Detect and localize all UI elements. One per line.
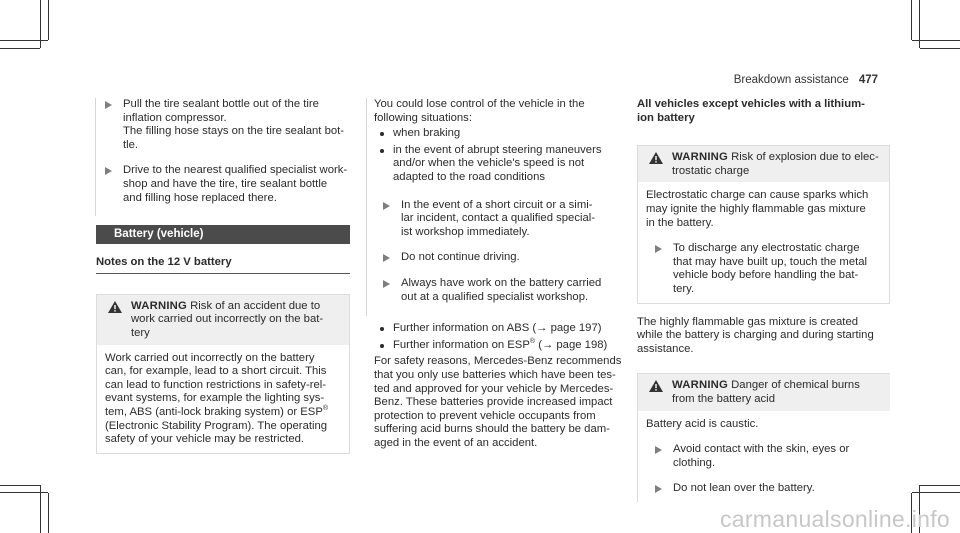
paragraph — [637, 316, 890, 357]
text-line: when braking — [393, 127, 461, 140]
text-line: tery. — [673, 282, 695, 295]
text-line: To discharge any electrostatic charge — [673, 242, 860, 255]
crop-mark — [0, 485, 40, 486]
text-line: tem, ABS (anti-lock braking system) or ESP — [105, 405, 323, 418]
text-line: lar incident, contact a qualified special- — [401, 212, 596, 225]
page-number: 477 — [858, 74, 878, 86]
warning-label: WARNING — [672, 151, 728, 164]
warning-header — [638, 374, 890, 410]
text-line: Benz. These batteries provide increased impact — [374, 396, 613, 409]
warning-box — [637, 373, 890, 502]
step-arrow-icon — [655, 446, 662, 454]
text-line: adapted to the road conditions — [393, 170, 545, 183]
section-title: Battery (vehicle) — [96, 225, 350, 244]
text-line: while the battery is charging and during starting — [637, 329, 874, 342]
warning-triangle-icon — [649, 380, 663, 392]
section-heading: ion battery — [637, 111, 695, 124]
warning-label: WARNING — [131, 299, 187, 312]
bullet-icon — [380, 149, 384, 153]
text-line: Battery acid is caustic. — [646, 417, 759, 430]
warning-body — [638, 411, 890, 502]
step-arrow-icon — [105, 101, 112, 109]
page-reference-link[interactable]: page 198) — [553, 338, 608, 351]
paragraph — [374, 355, 624, 450]
crop-mark — [48, 493, 49, 533]
text-line: evant systems, for example the lighting sys- — [105, 392, 325, 405]
warning-header — [638, 146, 889, 182]
text-line: protection to prevent vehicle occupants from — [374, 409, 596, 422]
bullet-item — [374, 127, 624, 141]
text-line: Always have work on the battery carried — [401, 276, 602, 289]
text-line: that may have built up, touch the metal — [673, 255, 868, 268]
subsection-title: Notes on the 12 V battery — [96, 256, 350, 274]
instruction-step — [646, 443, 882, 470]
crop-mark — [911, 0, 912, 40]
text-line: The filling hose stays on the tire sealant bot- — [123, 125, 345, 138]
warning-header — [97, 295, 349, 345]
text-line: out at a qualified specialist workshop. — [401, 290, 589, 303]
bullet-item — [374, 144, 624, 185]
text-line: Electrostatic charge can cause sparks which — [646, 189, 869, 202]
warning-body — [97, 345, 349, 453]
text-line: clothing. — [673, 456, 716, 469]
bullet-item — [374, 322, 624, 336]
text-line: Work carried out incorrectly on the battery — [105, 351, 315, 364]
crop-mark — [0, 40, 48, 41]
column-rule — [366, 98, 367, 316]
text-line: Risk of an accident due to — [190, 299, 321, 312]
warning-body — [638, 182, 889, 302]
text-line: ted and approved for your vehicle by Mercedes- — [374, 382, 614, 395]
crop-mark — [0, 492, 48, 493]
bullet-icon — [380, 132, 384, 136]
instruction-step — [96, 164, 350, 205]
text-line: that you only use batteries which have been tes- — [374, 368, 616, 381]
text-line: trostatic charge — [672, 164, 750, 177]
text-line: Avoid contact with the skin, eyes or — [673, 443, 850, 456]
text-line: Risk of explosion due to elec- — [731, 151, 879, 164]
text-line: and/or when the vehicle's speed is not — [393, 157, 585, 170]
text-line: Do not continue driving. — [401, 251, 520, 264]
text-line: can lead to function restrictions in safety-rel- — [105, 378, 327, 391]
registered-mark: ® — [322, 405, 329, 413]
warning-box — [637, 145, 890, 303]
crop-mark — [920, 485, 960, 486]
text-line: safety of your vehicle may be restricted. — [105, 433, 305, 446]
column-1 — [96, 98, 350, 454]
column-3 — [637, 98, 890, 502]
step-arrow-icon — [383, 202, 390, 210]
text-line: assistance. — [637, 342, 694, 355]
text-line: can, for example, lead to a short circuit. This — [105, 365, 327, 378]
text-line: Drive to the nearest qualified specialist work- — [123, 164, 348, 177]
text-line: (Electronic Stability Program). The operating — [105, 419, 328, 432]
text-line: Danger of chemical burns — [731, 379, 860, 392]
page-header — [734, 74, 878, 88]
text-line: suffering acid burns should the battery be dam- — [374, 423, 610, 436]
instruction-step — [374, 251, 624, 265]
crop-mark — [912, 40, 960, 41]
step-arrow-icon — [655, 485, 662, 493]
text-line: may ignite the highly flammable gas mixture — [646, 202, 866, 215]
text-line: from the battery acid — [672, 392, 775, 405]
column-2 — [374, 98, 624, 450]
instruction-step — [646, 242, 881, 296]
text-line: Further information on ABS ( — [393, 322, 537, 335]
step-arrow-icon — [383, 254, 390, 262]
step-arrow-icon — [105, 167, 112, 175]
bullet-icon — [380, 344, 384, 348]
instruction-step — [646, 482, 882, 496]
text-line: ist workshop immediately. — [401, 225, 530, 238]
section-name: Breakdown assistance — [733, 74, 849, 86]
text-line: work carried out incorrectly on the bat- — [131, 313, 324, 326]
warning-box — [96, 294, 350, 454]
arrow-right-icon: → — [541, 338, 554, 351]
text-line: tle. — [123, 138, 139, 151]
bullet-icon — [380, 327, 384, 331]
text-line: The highly flammable gas mixture is created — [637, 315, 859, 328]
crop-mark — [0, 48, 40, 49]
text-line: in the event of abrupt steering maneuvers — [393, 143, 602, 156]
crop-mark — [48, 0, 49, 40]
text-line: Further information on ESP — [393, 338, 530, 351]
text-line: in the battery. — [646, 216, 714, 229]
text-line: aged in the event of an accident. — [374, 436, 538, 449]
text-line: shop and have the tire, tire sealant bottle — [123, 177, 328, 190]
text-line: For safety reasons, Mercedes-Benz recommends — [374, 355, 622, 368]
crop-mark — [920, 48, 960, 49]
text-line: following situations: — [374, 111, 472, 124]
instruction-step — [374, 199, 624, 240]
instruction-step — [374, 277, 624, 304]
text-line: inflation compressor. — [123, 111, 227, 124]
text-line: tery — [131, 326, 150, 339]
step-arrow-icon — [655, 245, 662, 253]
text-line: In the event of a short circuit or a simi- — [401, 198, 593, 211]
warning-label: WARNING — [672, 379, 728, 392]
warning-triangle-icon — [108, 301, 122, 313]
section-heading: All vehicles except vehicles with a lithium- — [637, 98, 865, 110]
step-arrow-icon — [383, 280, 390, 288]
text-line: Pull the tire sealant bottle out of the tire — [123, 98, 319, 110]
crop-mark — [912, 492, 960, 493]
text-line: ( — [535, 338, 542, 351]
bullet-item — [374, 339, 624, 353]
registered-mark: ® — [529, 337, 536, 345]
text-line: Do not lean over the battery. — [673, 482, 815, 495]
text-line: and filling hose replaced there. — [123, 191, 277, 204]
warning-triangle-icon — [649, 152, 663, 164]
instruction-step — [96, 98, 350, 152]
watermark: carmanualsonline.info — [719, 506, 950, 533]
arrow-right-icon: → — [536, 322, 548, 335]
text-line: vehicle body before handling the bat- — [673, 269, 859, 282]
page-reference-link[interactable]: page 197) — [547, 322, 602, 335]
text-line: You could lose control of the vehicle in the — [374, 98, 585, 110]
